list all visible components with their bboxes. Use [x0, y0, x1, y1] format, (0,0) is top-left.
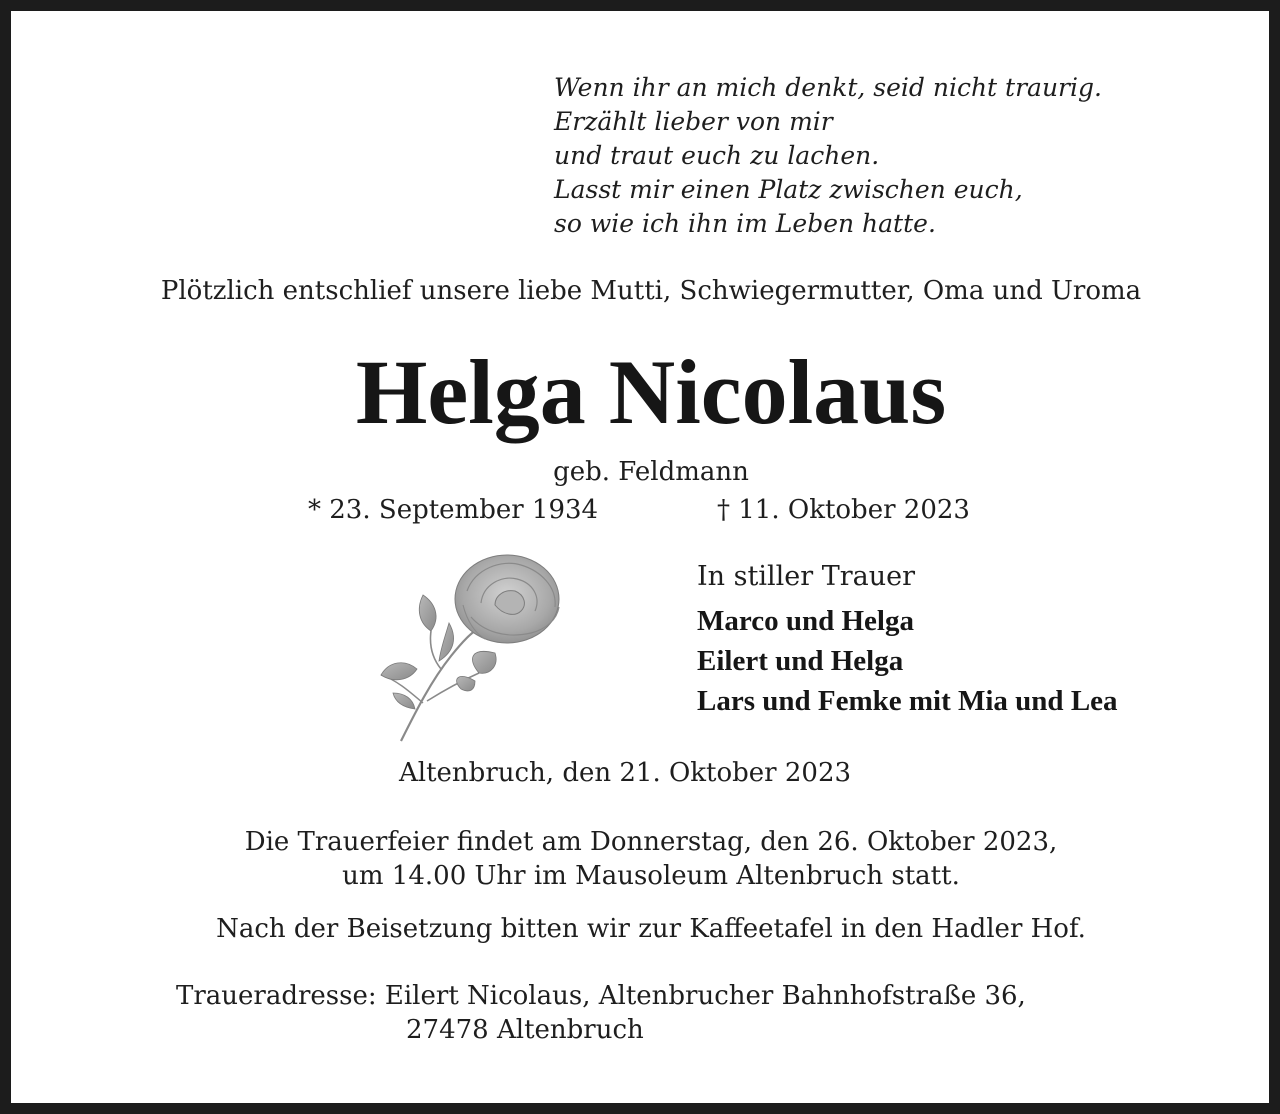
birth-date: * 23. September 1934	[308, 495, 599, 525]
poem-line: und traut euch zu lachen.	[554, 141, 880, 170]
intro-text: Plötzlich entschlief unsere liebe Mutti, Schwiegermutter, Oma und Uroma	[160, 276, 1142, 306]
coffee-note: Nach der Beisetzung bitten wir zur Kaffeetafel in den Hadler Hof.	[216, 914, 1086, 944]
mourning-address	[176, 979, 1026, 1047]
ceremony-line: um 14.00 Uhr im Mausoleum Altenbruch statt.	[342, 861, 960, 891]
place-date: Altenbruch, den 21. Oktober 2023	[399, 758, 852, 788]
ceremony-info	[11, 825, 1280, 893]
mourning-heading: In stiller Trauer	[697, 561, 916, 592]
death-date: † 11. Oktober 2023	[717, 495, 970, 525]
address-line: 27478 Altenbruch	[406, 1015, 644, 1045]
poem-line: so wie ich ihn im Leben hatte.	[554, 209, 936, 238]
family-line: Marco und Helga	[697, 605, 914, 637]
address-line: Traueradresse: Eilert Nicolaus, Altenbrucher Bahnhofstraße 36,	[176, 981, 1026, 1011]
poem-line: Wenn ihr an mich denkt, seid nicht traurig.	[554, 73, 1102, 102]
poem-line: Erzählt lieber von mir	[554, 107, 833, 136]
poem-line: Lasst mir einen Platz zwischen euch,	[554, 175, 1023, 204]
rose-icon	[371, 551, 571, 746]
family-line: Lars und Femke mit Mia und Lea	[697, 685, 1118, 717]
deceased-name: Helga Nicolaus	[355, 341, 947, 443]
ceremony-line: Die Trauerfeier findet am Donnerstag, den 26. Oktober 2023,	[244, 827, 1058, 857]
poem	[554, 71, 1102, 241]
family-line: Eilert und Helga	[697, 645, 904, 677]
maiden-name: geb. Feldmann	[553, 457, 749, 487]
mourning-block	[697, 559, 1118, 721]
